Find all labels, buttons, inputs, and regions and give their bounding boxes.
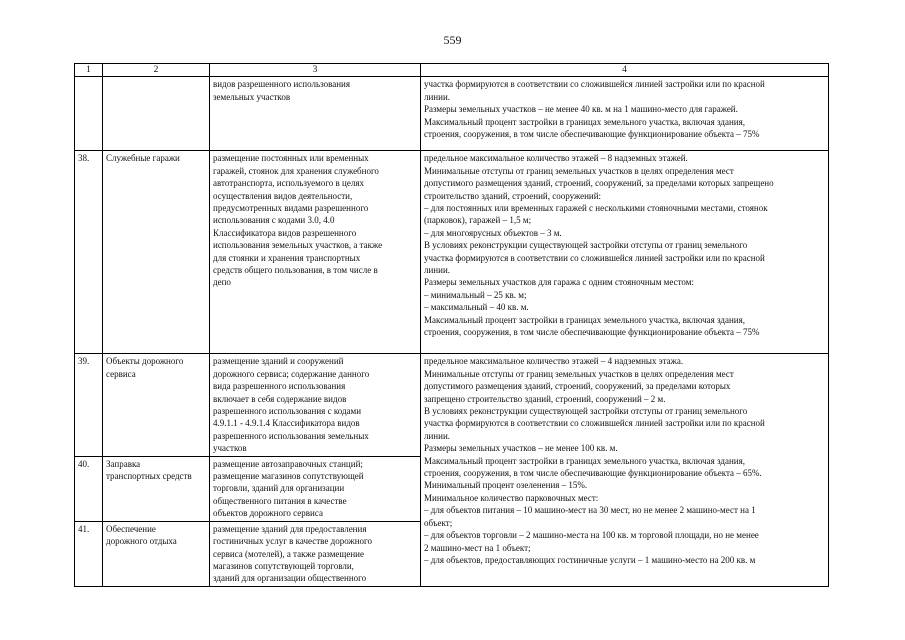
row-description-cell: видов разрешенного использования земельных участков xyxy=(210,77,421,151)
header-cell-4: 4 xyxy=(421,64,829,77)
row-number-cell: 39. xyxy=(75,354,103,456)
row-name-cell: Служебные гаражи xyxy=(103,151,210,354)
row-number-cell: 41. xyxy=(75,521,103,586)
header-cell-3: 3 xyxy=(210,64,421,77)
row-name-cell: Объекты дорожного сервиса xyxy=(103,354,210,456)
table-row xyxy=(75,354,829,456)
header-cell-1: 1 xyxy=(75,64,103,77)
row-description-cell: размещение постоянных или временных гаражей, стоянок для хранения служебного автотранспорта, используемого в целях осуществления видов деятельности, предусмотренных видами разрешенного использования с кодами 3.0, 4.0 Классификатора видов разрешенного использования земельных участков, а также для стоянки и хранения транспортных средств общего пользования, в том числе в депо xyxy=(210,151,421,354)
row-number-cell xyxy=(75,77,103,151)
row-name-cell: Обеспечение дорожного отдыха xyxy=(103,521,210,586)
row-description-cell: размещение автозаправочных станций; размещение магазинов сопутствующей торговли, зданий для организации общественного питания в качестве объектов дорожного сервиса xyxy=(210,456,421,521)
regulation-table xyxy=(74,63,829,587)
row-parameters-cell: предельное максимальное количество этажей – 8 надземных этажей. Минимальные отступы от границ земельных участков в целях определения мест допустимого размещения зданий, строений, сооружений, за пределами которых запрещено строительство зданий, строений, сооружений: – для постоянных или временных гаражей с несколькими стояночными местами, стоянок (парковок), гаражей – 1,5 м; – для многоярусных объектов – 3 м. В условиях реконструкции существующей застройки отступы от границ земельного участка формируются в соответствии со сложившейся линией застройки или по красной линии. Размеры земельных участков для гаража с одним стояночным местом: – минимальный – 25 кв. м; – максимальный – 40 кв. м. Максимальный процент застройки в границах земельного участка, включая здания, строения, сооружения, в том числе обеспечивающие функционирование объекта – 75% xyxy=(421,151,829,354)
header-cell-2: 2 xyxy=(103,64,210,77)
table-header-row xyxy=(75,64,829,77)
table-row xyxy=(75,151,829,354)
row-name-cell xyxy=(103,77,210,151)
row-name-cell: Заправка транспортных средств xyxy=(103,456,210,521)
row-number-cell: 38. xyxy=(75,151,103,354)
row-description-cell: размещение зданий для предоставления гостиничных услуг в качестве дорожного сервиса (мотелей), а также размещение магазинов сопутствующей торговли, зданий для организации общественного xyxy=(210,521,421,586)
table-row xyxy=(75,77,829,151)
merged-parameters-cell: предельное максимальное количество этажей – 4 надземных этажа. Минимальные отступы от границ земельных участков в целях определения мест допустимого размещения зданий, строений, сооружений, за пределами которых запрещено строительство зданий, строений, сооружений – 2 м. В условиях реконструкции существующей застройки отступы от границ земельного участка формируются в соответствии со сложившейся линией застройки или по красной линии. Размеры земельных участков – не менее 100 кв. м. Максимальный процент застройки в границах земельного участка, включая здания, строения, сооружения, в том числе обеспечивающие функционирование объекта – 65%. Минимальный процент озеленения – 15%. Минимальное количество парковочных мест: – для объектов питания – 10 машино-мест на 30 мест, но не менее 2 машино-мест на 1 объект; – для объектов торговли – 2 машино-места на 100 кв. м торговой площади, но не менее 2 машино-мест на 1 объект; – для объектов, предоставляющих гостиничные услуги – 1 машино-место на 200 кв. м xyxy=(421,354,829,586)
row-description-cell: размещение зданий и сооружений дорожного сервиса; содержание данного вида разрешенного использования включает в себя содержание видов разрешенного использования с кодами 4.9.1.1 - 4.9.1.4 Классификатора видов разрешенного использования земельных участков xyxy=(210,354,421,456)
page-number: 559 xyxy=(443,33,462,47)
row-number-cell: 40. xyxy=(75,456,103,521)
row-parameters-cell: участка формируются в соответствии со сложившейся линией застройки или по красной линии. Размеры земельных участков – не менее 40 кв. м на 1 машино-место для гаражей. Максимальный процент застройки в границах земельного участка, включая здания, строения, сооружения, в том числе обеспечивающие функционирование объекта – 75% xyxy=(421,77,829,151)
